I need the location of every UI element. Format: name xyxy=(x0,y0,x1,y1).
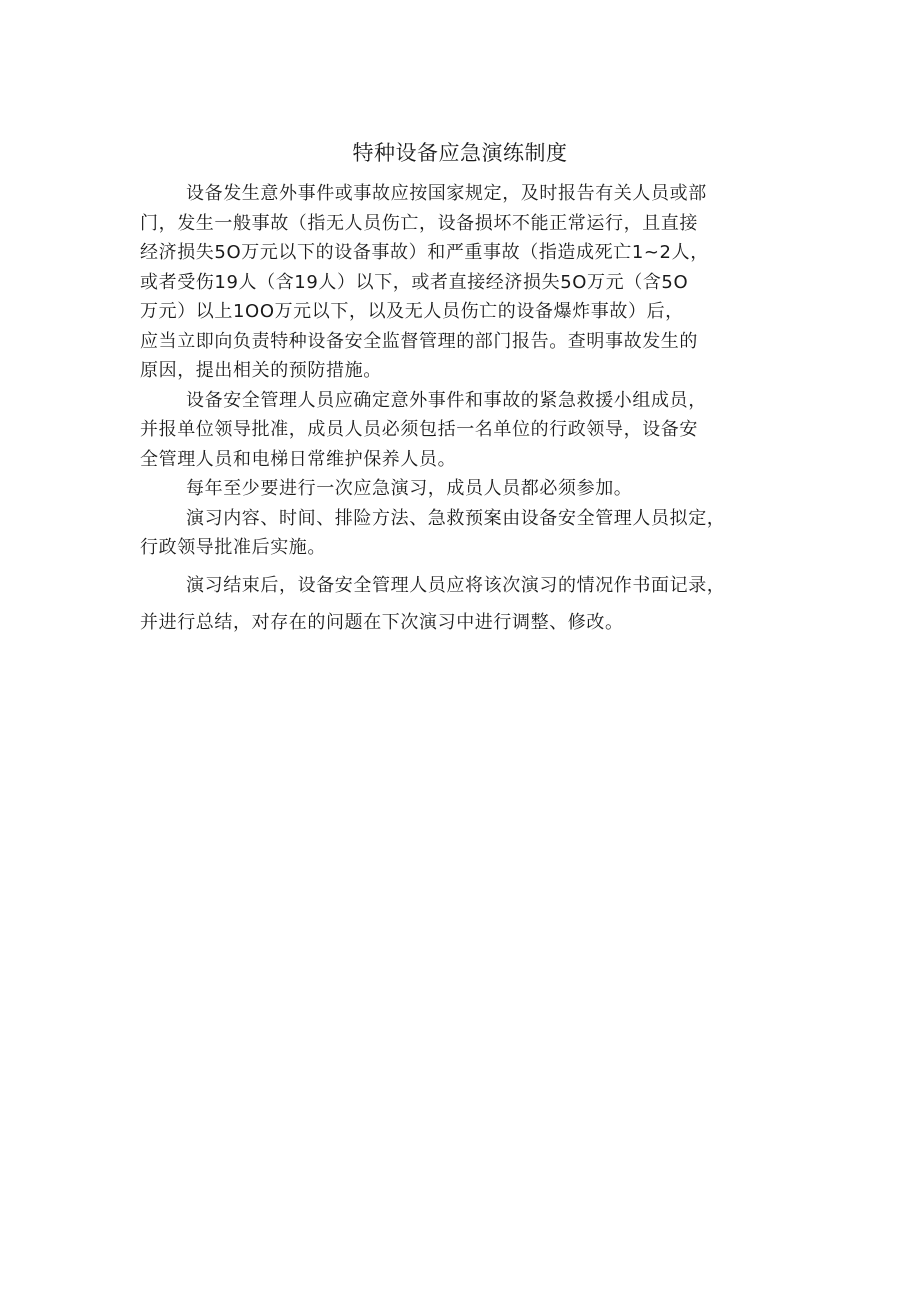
paragraph-4-line-2: 行政领导批准后实施。 xyxy=(140,537,326,558)
paragraph-1-line-5: 万元）以上1OO万元以下，以及无人员伤亡的设备爆炸事故）后， xyxy=(140,301,684,322)
paragraph-1-line-1: 设备发生意外事件或事故应按国家规定，及时报告有关人员或部 xyxy=(186,183,707,204)
paragraph-2-line-1: 设备安全管理人员应确定意外事件和事故的紧急救援小组成员， xyxy=(186,389,707,411)
paragraph-5-line-1: 演习结束后，设备安全管理人员应将该次演习的情况作书面记录， xyxy=(186,574,726,596)
paragraph-1-line-6: 应当立即向负责特种设备安全监督管理的部门报告。查明事故发生的 xyxy=(140,330,698,352)
paragraph-1-line-7: 原因，提出相关的预防措施。 xyxy=(140,360,382,381)
paragraph-1-line-3: 经济损失5O万元以下的设备事故）和严重事故（指造成死亡1~2人， xyxy=(140,242,709,263)
paragraph-1-line-2: 门，发生一般事故（指无人员伤亡，设备损坏不能正常运行，且直接 xyxy=(140,212,698,234)
paragraph-3-line-1: 每年至少要进行一次应急演习，成员人员都必须参加。 xyxy=(186,478,633,499)
document-title: 特种设备应急演练制度 xyxy=(352,141,568,165)
paragraph-1-line-4: 或者受伤19人（含19人）以下，或者直接经济损失5O万元（含5O xyxy=(140,271,689,293)
paragraph-2-line-2: 并报单位领导批准，成员人员必须包括一名单位的行政领导，设备安 xyxy=(140,419,698,440)
document-body xyxy=(140,179,785,638)
paragraph-2-line-3: 全管理人员和电梯日常维护保养人员。 xyxy=(140,448,457,470)
paragraph-5-line-2: 并进行总结，对存在的问题在下次演习中进行调整、修改。 xyxy=(140,612,624,633)
paragraph-4-line-1: 演习内容、时间、排险方法、急救预案由设备安全管理人员拟定， xyxy=(186,507,726,529)
